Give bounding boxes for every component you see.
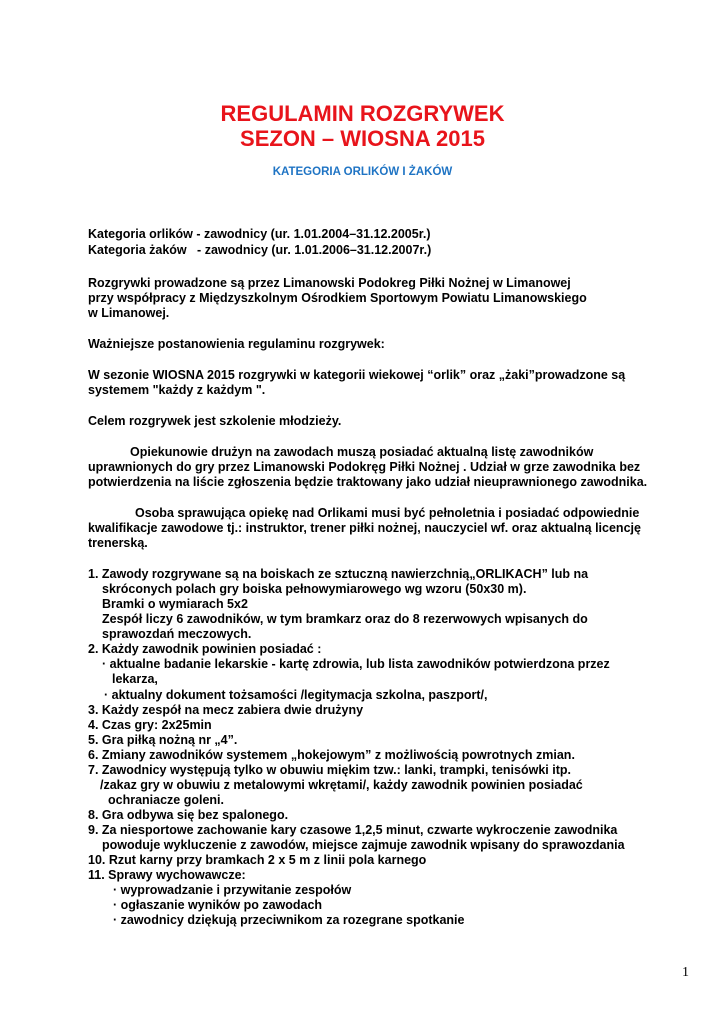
- rule-line: Bramki o wymiarach 5x2: [102, 597, 248, 611]
- rule-line: sprawozdań meczowych.: [102, 627, 252, 641]
- rule-line: /zakaz gry w obuwiu z metalowymi wkrętami/, każdy zawodnik powinien posiadać: [100, 778, 583, 792]
- rule-line: 6. Zmiany zawodników systemem „hokejowym” z możliwością powrotnych zmian.: [88, 748, 575, 762]
- system-line: systemem "każdy z każdym ".: [88, 383, 266, 397]
- rule-line: · wyprowadzanie i przywitanie zespołów: [113, 883, 352, 897]
- category-line: Kategoria żaków - zawodnicy (ur. 1.01.2006–31.12.2007r.): [88, 243, 432, 257]
- document-title-line-1: REGULAMIN ROZGRYWEK: [220, 101, 505, 126]
- category-line: Kategoria orlików - zawodnicy (ur. 1.01.2004–31.12.2005r.): [88, 227, 431, 241]
- rule-line: 8. Gra odbywa się bez spalonego.: [88, 808, 289, 822]
- rule-line: 9. Za niesportowe zachowanie kary czasowe 1,2,5 minut, czwarte wykroczenie zawodnika: [88, 823, 618, 837]
- document-subtitle: KATEGORIA ORLIKÓW I ŻAKÓW: [272, 166, 453, 178]
- rule-line: 1. Zawody rozgrywane są na boiskach ze sztuczną nawierzchnią„ORLIKACH” lub na: [88, 567, 589, 581]
- caretaker-line: trenerską.: [88, 536, 148, 550]
- goal-line: Celem rozgrywek jest szkolenie młodzieży.: [88, 414, 342, 428]
- caretaker-line: kwalifikacje zawodowe tj.: instruktor, trener piłki nożnej, nauczyciel wf. oraz aktualną licencję: [88, 521, 641, 535]
- rule-line: 11. Sprawy wychowawcze:: [88, 868, 246, 882]
- rule-line: lekarza,: [112, 672, 158, 686]
- rule-line: · aktualne badanie lekarskie - kartę zdrowia, lub lista zawodników potwierdzona przez: [102, 657, 610, 671]
- rule-line: ochraniacze goleni.: [108, 793, 225, 807]
- rule-line: 3. Każdy zespół na mecz zabiera dwie drużyny: [88, 703, 364, 717]
- rule-line: powoduje wykluczenie z zawodów, miejsce zajmuje zawodnik wpisany do sprawozdania: [102, 838, 625, 852]
- rule-line: 7. Zawodnicy występują tylko w obuwiu miękim tzw.: lanki, trampki, tenisówki itp.: [88, 763, 571, 777]
- guardians-line: uprawnionych do gry przez Limanowski Podokręg Piłki Nożnej . Udział w grze zawodnika bez: [88, 460, 641, 474]
- guardians-line: Opiekunowie drużyn na zawodach muszą posiadać aktualną listę zawodników: [130, 445, 594, 459]
- caretaker-line: Osoba sprawująca opiekę nad Orlikami musi być pełnoletnia i posiadać odpowiednie: [135, 506, 640, 520]
- intro-line: Rozgrywki prowadzone są przez Limanowski Podokreg Piłki Nożnej w Limanowej: [88, 276, 571, 290]
- rule-line: · zawodnicy dziękują przeciwnikom za rozegrane spotkanie: [113, 913, 465, 927]
- guardians-line: potwierdzenia na liście zgłoszenia będzie traktowany jako udział nieuprawnionego zawodnika.: [88, 475, 648, 489]
- rule-line: 5. Gra piłką nożną nr „4”.: [88, 733, 238, 747]
- rules-heading: Ważniejsze postanowienia regulaminu rozgrywek:: [88, 337, 385, 351]
- system-line: W sezonie WIOSNA 2015 rozgrywki w kategorii wiekowej “orlik” oraz „żaki”prowadzone są: [88, 368, 626, 382]
- document-title-line-2: SEZON – WIOSNA 2015: [240, 126, 485, 151]
- intro-line: w Limanowej.: [88, 306, 170, 320]
- intro-line: przy współpracy z Międzyszkolnym Ośrodkiem Sportowym Powiatu Limanowskiego: [88, 291, 587, 305]
- rule-line: skróconych polach gry boiska pełnowymiarowego wg wzoru (50x30 m).: [102, 582, 527, 596]
- rule-line: · ogłaszanie wyników po zawodach: [113, 898, 323, 912]
- rule-line: 10. Rzut karny przy bramkach 2 x 5 m z linii pola karnego: [88, 853, 427, 867]
- rule-line: 2. Każdy zawodnik powinien posiadać :: [88, 642, 322, 656]
- page-number: 1: [682, 965, 689, 980]
- rule-line: Zespół liczy 6 zawodników, w tym bramkarz oraz do 8 rezerwowych wpisanych do: [102, 612, 588, 626]
- rule-line: 4. Czas gry: 2x25min: [88, 718, 212, 732]
- rule-line: · aktualny dokument tożsamości /legitymacja szkolna, paszport/,: [104, 688, 488, 702]
